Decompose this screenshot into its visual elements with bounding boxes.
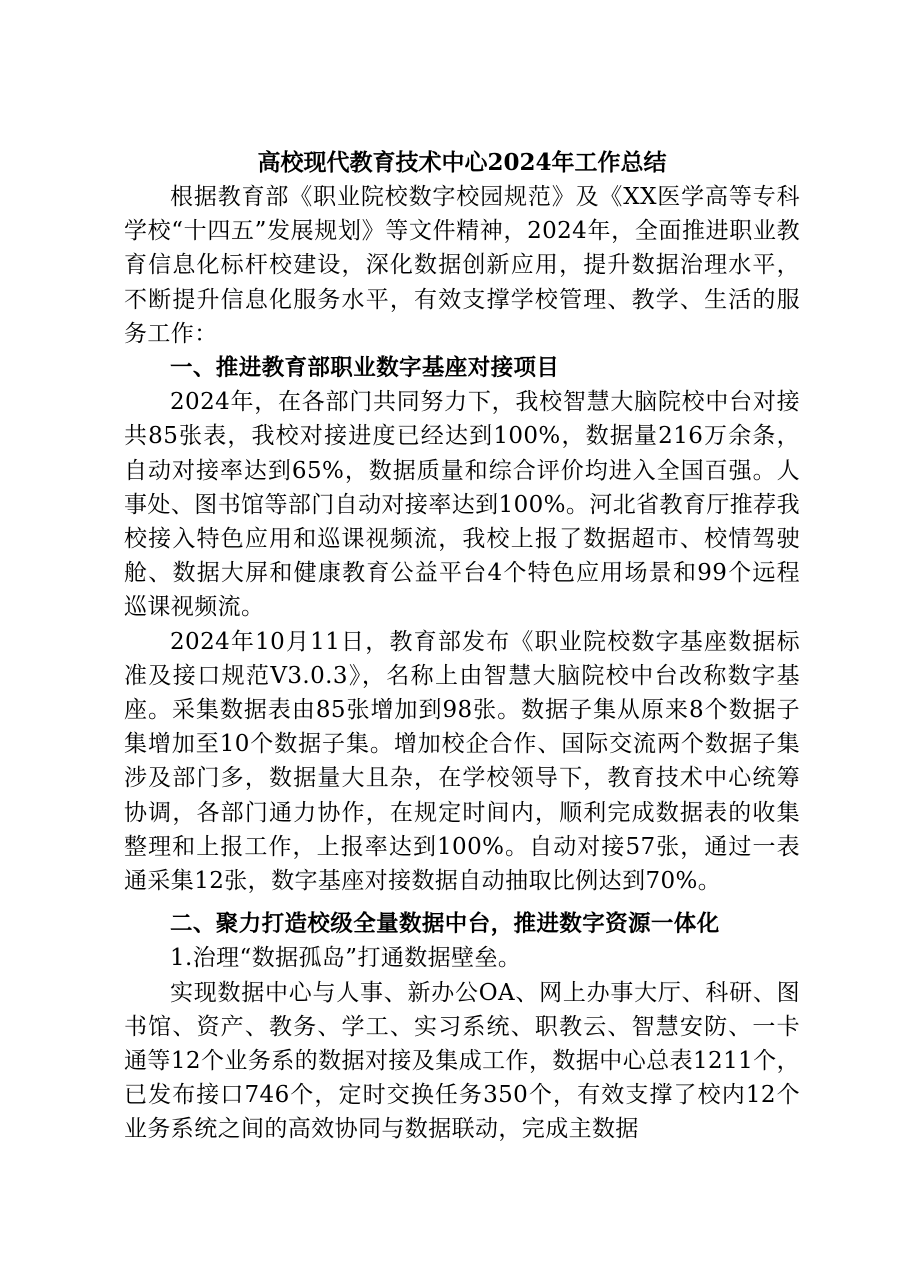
section-1-paragraph-2: 2024年10月11日，教育部发布《职业院校数字基座数据标准及接口规范V3.0.3》，名称上由智慧大脑院校中台改称数字基座。采集数据表由85张增加到98张。数据子集从原来8个数据子集增加至10个数据子集。增加校企合作、国际交流两个数据子集涉及部门多，数据量大且杂，在学校领导下，教育技术中心统筹协调，各部门通力协作，在规定时间内，顺利完成数据表的收集整理和上报工作，上报率达到100%。自动对接57张，通过一表通采集12张，数字基座对接数据自动抽取比例达到70%。 bbox=[124, 628, 800, 895]
intro-paragraph: 根据教育部《职业院校数字校园规范》及《XX医学高等专科学校“十四五”发展规划》等文件精神，2024年，全面推进职业教育信息化标杆校建设，深化数据创新应用，提升数据治理水平，不断提升信息化服务水平，有效支撑学校管理、教学、生活的服务工作： bbox=[124, 184, 800, 347]
document-title: 高校现代教育技术中心2024年工作总结 bbox=[257, 149, 667, 176]
section-1-heading: 一、推进教育部职业数字基座对接项目 bbox=[170, 355, 560, 382]
section-2-subheading-1: 1.治理“数据孤岛”打通数据壁垒。 bbox=[170, 945, 522, 972]
section-2-heading: 二、聚力打造校级全量数据中台，推进数字资源一体化 bbox=[170, 911, 720, 938]
document-body bbox=[124, 146, 800, 1147]
section-1-paragraph-1: 2024年，在各部门共同努力下，我校智慧大脑院校中台对接共85张表，我校对接进度已经达到100%，数据量216万余条，自动对接率达到65%，数据质量和综合评价均进入全国百强。人事处、图书馆等部门自动对接率达到100%。河北省教育厅推荐我校接入特色应用和巡课视频流，我校上报了数据超市、校情驾驶舱、数据大屏和健康教育公益平台4个特色应用场景和99个远程巡课视频流。 bbox=[124, 389, 800, 621]
section-2-paragraph-1: 实现数据中心与人事、新办公OA、网上办事大厅、科研、图书馆、资产、教务、学工、实习系统、职教云、智慧安防、一卡通等12个业务系的数据对接及集成工作，数据中心总表1211个，已发布接口746个，定时交换任务350个，有效支撑了校内12个业务系统之间的高效协同与数据联动，完成主数据 bbox=[124, 979, 800, 1143]
